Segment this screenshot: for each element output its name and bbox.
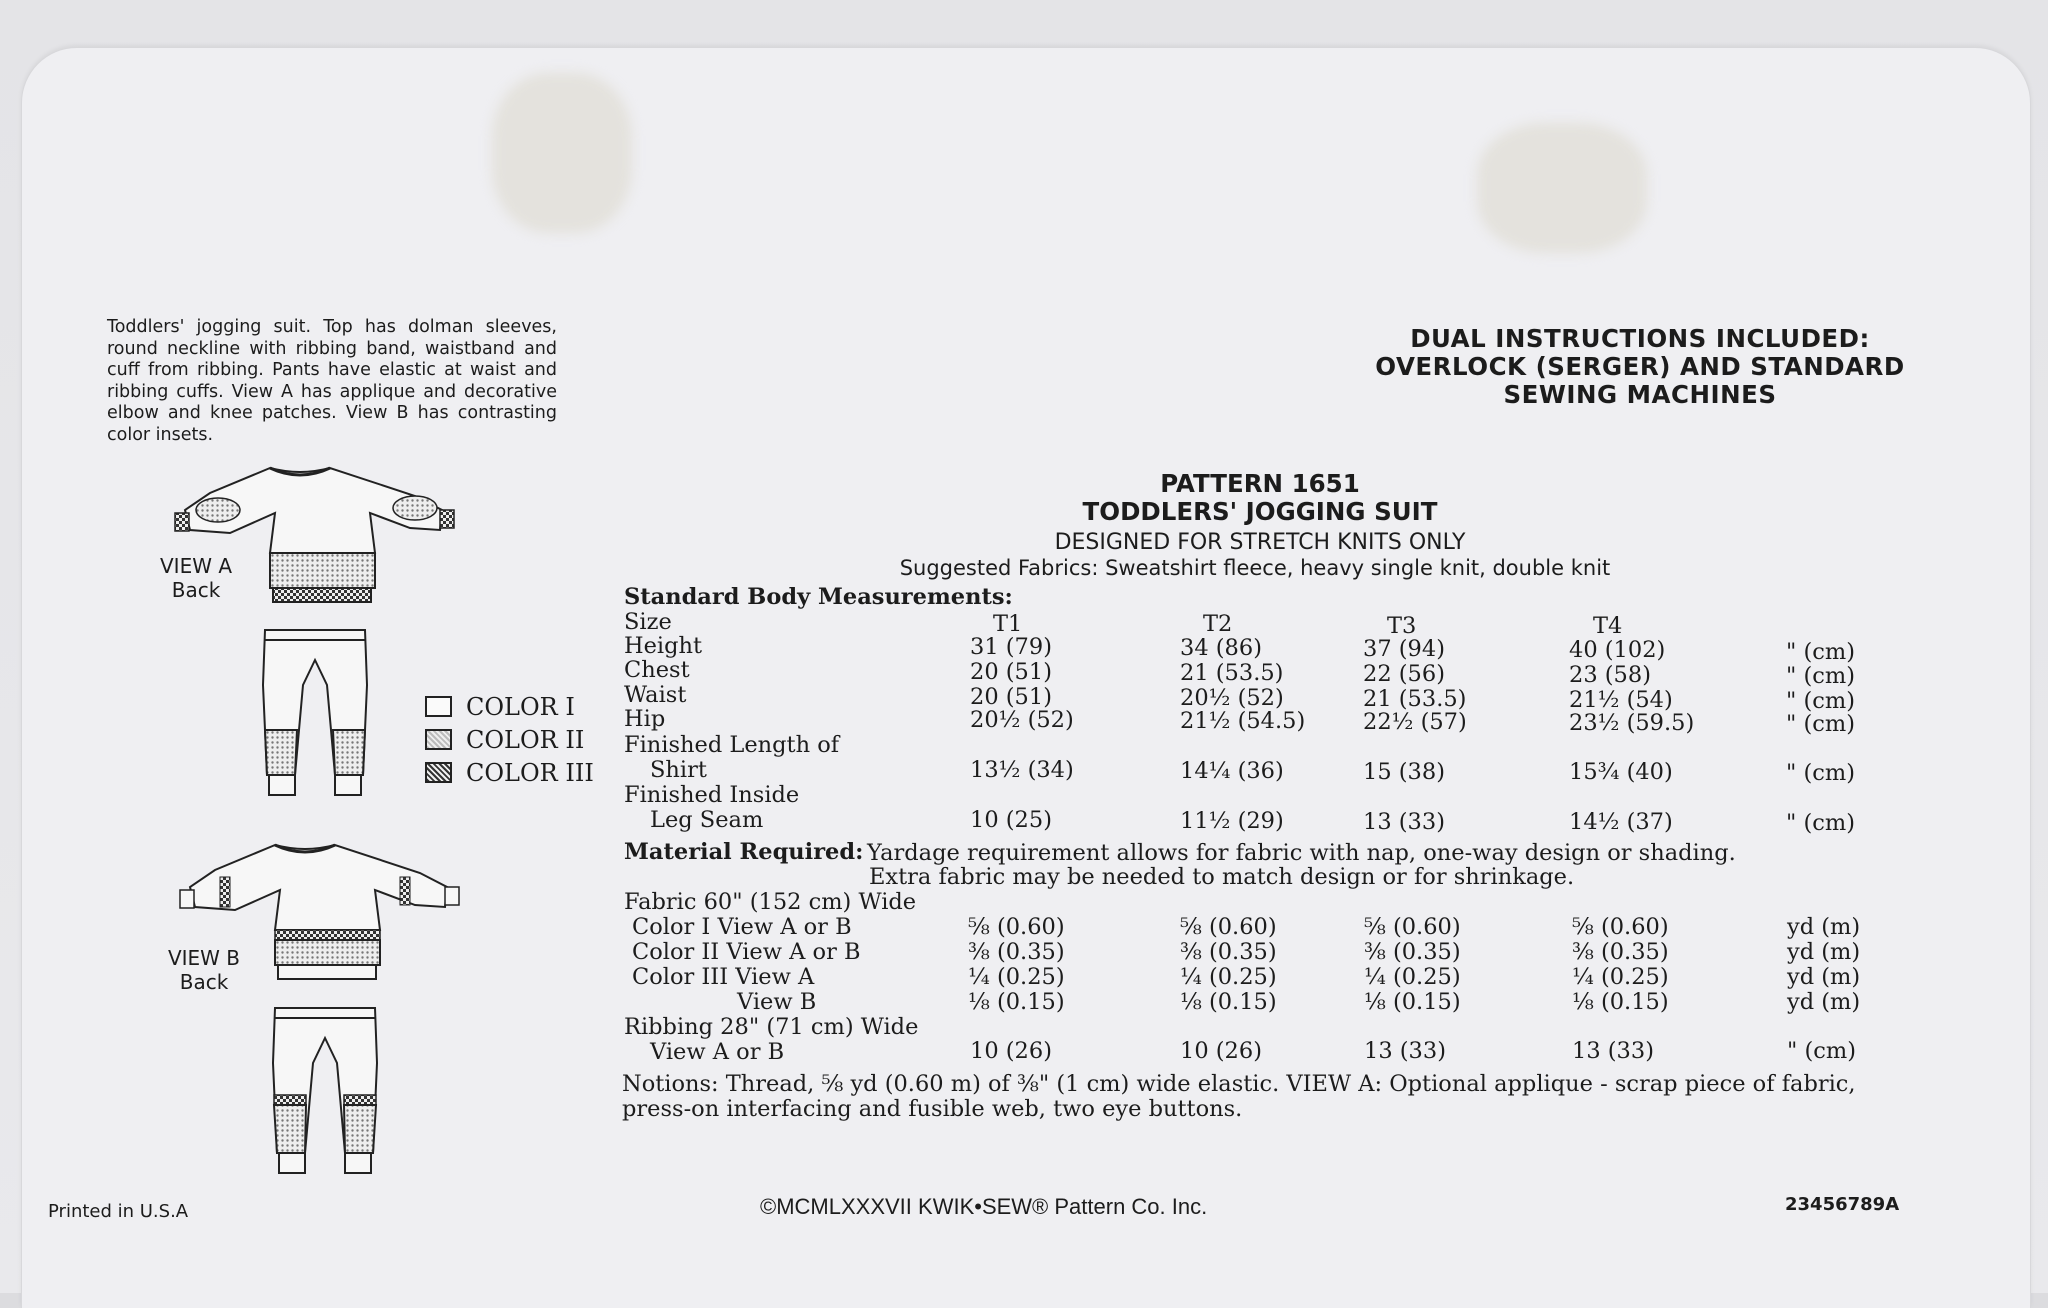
row-label: View A or B [650,1039,785,1065]
legend-label: COLOR III [466,758,594,787]
table-cell: ¼ (0.25) [1180,964,1277,990]
size-header: T1 [993,611,1023,637]
view-b-label [156,946,252,994]
size-header: T4 [1593,613,1623,639]
measurements-heading: Standard Body Measurements: [624,584,1013,610]
table-cell: 20½ (52) [1180,685,1284,711]
table-cell: 21½ (54.5) [1180,708,1306,734]
color-legend [425,690,594,789]
row-label: Height [624,633,703,659]
row-label: View B [737,989,817,1015]
row-label: Hip [624,706,666,732]
unit-cell: yd (m) [1787,964,1861,990]
table-cell: 10 (26) [1180,1038,1262,1064]
unit-cell: yd (m) [1787,939,1861,965]
notice-line: OVERLOCK (SERGER) AND STANDARD [1375,352,1905,381]
row-label: Color I View A or B [632,914,852,940]
legend-label: COLOR I [466,692,575,721]
pattern-number: PATTERN 1651 [1160,469,1360,498]
notions-text: Notions: Thread, ⅝ yd (0.60 m) of ⅜" (1 cm) wide elastic. VIEW A: Optional applique - scrap piece of fabric, [622,1071,1856,1097]
row-label: Finished Inside [624,782,800,808]
unit-cell: yd (m) [1787,914,1861,940]
table-cell: 14¼ (36) [1180,758,1284,784]
dual-instructions-notice [1320,325,1960,409]
pattern-name: TODDLERS' JOGGING SUIT [1082,497,1438,526]
table-cell: 15 (38) [1363,759,1445,785]
table-cell: 10 (25) [970,807,1052,833]
table-cell: 22 (56) [1363,661,1445,687]
table-cell: 34 (86) [1180,635,1262,661]
material-note: Extra fabric may be needed to match design or for shrinkage. [869,864,1575,890]
unit-cell: yd (m) [1787,989,1861,1015]
table-cell: ⅝ (0.60) [1572,914,1669,940]
table-cell: 21½ (54) [1569,687,1673,713]
table-cell: ⅛ (0.15) [1364,989,1461,1015]
suggested-fabrics: Suggested Fabrics: Sweatshirt fleece, heavy single knit, double knit [899,556,1611,580]
table-cell: 21 (53.5) [1180,660,1284,686]
view-a-pants-illustration [255,625,375,805]
table-cell: 14½ (37) [1569,809,1673,835]
table-cell: 20 (51) [970,659,1052,685]
table-cell: ⅛ (0.15) [1572,989,1669,1015]
table-cell: 13 (33) [1572,1038,1654,1064]
table-cell: 13 (33) [1363,809,1445,835]
table-cell: ⅜ (0.35) [1572,939,1669,965]
table-cell: 23½ (59.5) [1569,710,1695,736]
table-cell: 11½ (29) [1180,808,1284,834]
table-cell: ¼ (0.25) [1572,964,1669,990]
table-cell: ⅝ (0.60) [1180,914,1277,940]
notions-text: press-on interfacing and fusible web, two eye buttons. [622,1096,1243,1122]
table-cell: 13 (33) [1364,1038,1446,1064]
ribbing-label: Ribbing 28" (71 cm) Wide [624,1014,919,1040]
size-label: Size [624,609,672,635]
size-header: T3 [1387,613,1417,639]
garment-description: Toddlers' jogging suit. Top has dolman sleeves, round neckline with ribbing band, waistband and cuff from ribbing. Pants have elastic at waist and ribbing cuffs. View A has applique and decorative elbow and knee patches. View B has contrasting color insets. [107,317,557,445]
unit-cell: " (cm) [1786,663,1855,689]
unit-cell: " (cm) [1786,639,1855,665]
row-label: Shirt [650,757,707,783]
notice-line: SEWING MACHINES [1503,380,1777,409]
row-label: Finished Length of [624,732,840,758]
unit-cell: " (cm) [1786,810,1855,836]
unit-cell: " (cm) [1787,1038,1856,1064]
table-cell: 31 (79) [970,634,1052,660]
table-cell: 37 (94) [1363,636,1445,662]
legend-item-color-3 [425,756,594,789]
size-header: T2 [1203,611,1233,637]
row-label: Color III View A [632,964,815,990]
view-b-title: VIEW B [167,946,241,970]
designed-note: DESIGNED FOR STRETCH KNITS ONLY [1054,530,1466,555]
table-cell: 10 (26) [970,1038,1052,1064]
table-cell: 13½ (34) [970,757,1074,783]
table-cell: 15¾ (40) [1569,759,1673,785]
table-cell: ¼ (0.25) [1364,964,1461,990]
row-label: Chest [624,657,690,683]
row-label: Color II View A or B [632,939,861,965]
row-label: Waist [624,682,687,708]
material-note: Yardage requirement allows for fabric with nap, one-way design or shading. [867,840,1736,866]
fabric-label: Fabric 60" (152 cm) Wide [624,889,917,915]
table-cell: ⅜ (0.35) [1364,939,1461,965]
legend-label: COLOR II [466,725,585,754]
view-a-label [148,554,244,602]
legend-item-color-1 [425,690,594,723]
table-cell: ⅝ (0.60) [1364,914,1461,940]
pattern-heading [990,470,1530,526]
table-cell: 20½ (52) [970,707,1074,733]
table-cell: 21 (53.5) [1363,686,1467,712]
color-1-swatch [425,696,452,717]
color-3-swatch [425,762,452,783]
table-cell: ⅜ (0.35) [968,939,1065,965]
view-a-title: VIEW A [159,554,233,578]
table-cell: 40 (102) [1569,637,1666,663]
table-cell: 22½ (57) [1363,709,1467,735]
view-b-pants-illustration [265,1003,385,1183]
notice-line: DUAL INSTRUCTIONS INCLUDED: [1410,324,1870,353]
table-cell: ¼ (0.25) [968,964,1065,990]
unit-cell: " (cm) [1786,760,1855,786]
table-cell: ⅛ (0.15) [968,989,1065,1015]
table-cell: 20 (51) [970,684,1052,710]
table-cell: ⅛ (0.15) [1180,989,1277,1015]
copyright: ©MCMLXXXVII KWIK•SEW® Pattern Co. Inc. [760,1194,1208,1219]
view-a-subtitle: Back [171,578,221,602]
tape-stain [1477,123,1647,253]
legend-item-color-2 [425,723,594,756]
printed-in: Printed in U.S.A [48,1201,189,1222]
tape-stain [492,73,632,233]
material-heading: Material Required: [624,839,864,865]
unit-cell: " (cm) [1786,711,1855,737]
pattern-code: 23456789A [1785,1194,1900,1215]
unit-cell: " (cm) [1786,688,1855,714]
table-cell: ⅝ (0.60) [968,914,1065,940]
table-cell: ⅜ (0.35) [1180,939,1277,965]
row-label: Leg Seam [650,807,764,833]
view-b-subtitle: Back [179,970,229,994]
color-2-swatch [425,729,452,750]
table-cell: 23 (58) [1569,662,1651,688]
